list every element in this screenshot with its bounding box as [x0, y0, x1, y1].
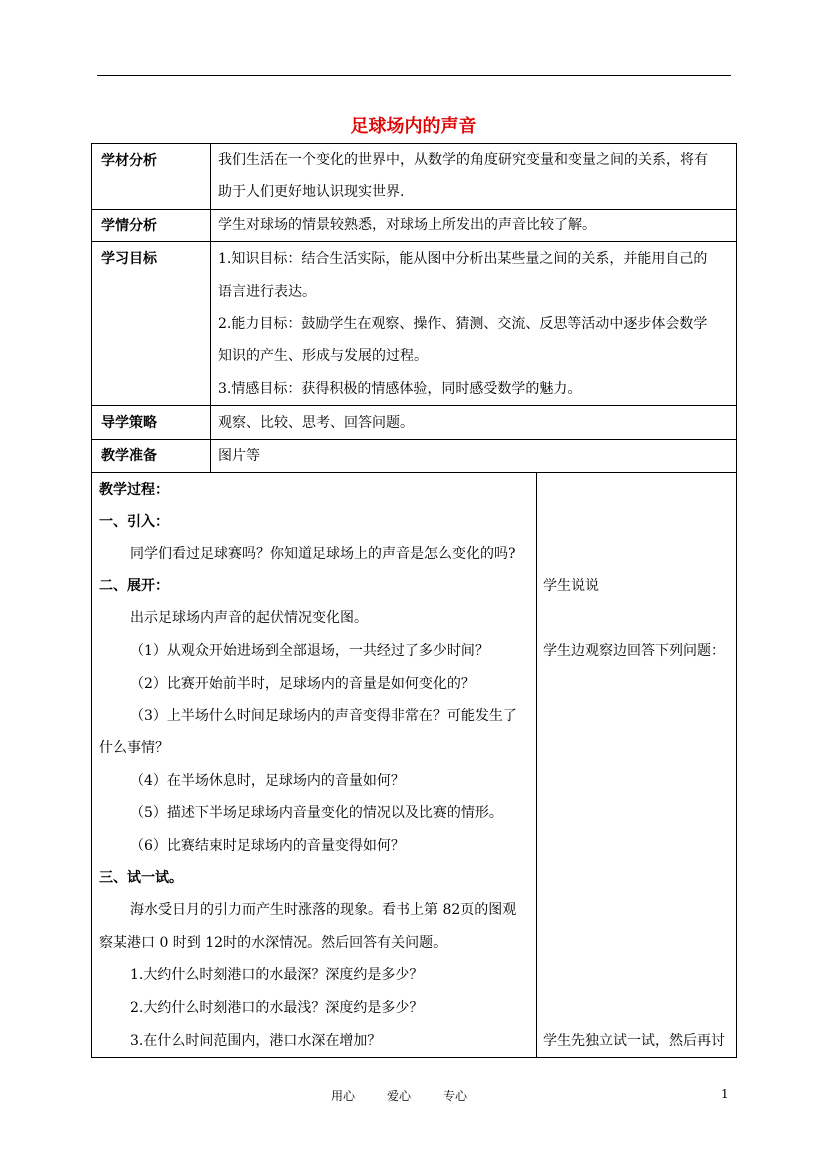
- section-heading: 二、展开：: [99, 578, 169, 594]
- row-label-learner: 学情分析: [101, 218, 157, 234]
- row-label-strategy: 导学策略: [101, 415, 157, 431]
- question-item: 2.大约什么时刻港口的水最浅？深度约是多少？: [130, 1000, 424, 1016]
- student-note: 学生边观察边回答下列问题：: [543, 643, 725, 659]
- question-item: （2）比赛开始前半时，足球场内的音量是如何变化的？: [130, 676, 475, 692]
- question-item: （5）描述下半场足球场内音量变化的情况以及比赛的情形。: [130, 805, 503, 821]
- strategy-text: 观察、比较、思考、回答问题。: [218, 415, 414, 431]
- learner-text: 学生对球场的情景较熟悉，对球场上所发出的声音比较了解。: [218, 217, 596, 233]
- notes-column-divider: [536, 472, 537, 1058]
- page-number: 1: [721, 1087, 729, 1101]
- question-item: 1.大约什么时刻港口的水最深？深度约是多少？: [130, 967, 424, 983]
- process-text: 同学们看过足球赛吗？你知道足球场上的声音是怎么变化的吗?: [130, 546, 516, 562]
- header-rule: [97, 75, 731, 76]
- row-label-goals: 学习目标: [101, 251, 157, 267]
- process-text: 海水受日月的引力而产生时涨落的现象。看书上第 82页的图观: [130, 902, 517, 918]
- section-heading: 三、试一试。: [99, 870, 183, 886]
- row-divider: [91, 241, 737, 242]
- goal-text: 知识的产生、形成与发展的过程。: [218, 348, 428, 364]
- footer-motto: 专心: [443, 1089, 468, 1103]
- question-item: （4）在半场休息时，足球场内的音量如何？: [130, 773, 405, 789]
- goal-text: 语言进行表达。: [218, 284, 316, 300]
- page-title: 足球场内的声音: [350, 116, 477, 137]
- label-column-divider: [210, 143, 211, 472]
- footer-motto: 用心: [331, 1089, 356, 1103]
- row-label-material: 学材分析: [101, 153, 157, 169]
- question-item: （3）上半场什么时间足球场内的声音变得非常在？可能发生了: [130, 708, 517, 724]
- material-text: 我们生活在一个变化的世界中，从数学的角度研究变量和变量之间的关系，将有: [218, 152, 708, 168]
- goal-text: 1.知识目标：结合生活实际，能从图中分析出某些量之间的关系，并能用自己的: [218, 251, 708, 267]
- row-divider: [91, 472, 737, 473]
- question-item: （1）从观众开始进场到全部退场，一共经过了多少时间？: [130, 643, 489, 659]
- material-text: 助于人们更好地认识现实世界.: [218, 184, 405, 200]
- row-divider: [91, 439, 737, 440]
- lesson-table: [91, 143, 737, 1058]
- prep-text: 图片等: [218, 448, 260, 464]
- process-text: 出示足球场内声音的起伏情况变化图。: [130, 610, 368, 626]
- row-label-prep: 教学准备: [101, 448, 157, 464]
- student-note: 学生先独立试一试，然后再讨: [543, 1033, 725, 1049]
- process-heading: 教学过程：: [99, 482, 169, 498]
- footer-motto: 爱心: [387, 1089, 412, 1103]
- goal-text: 3.情感目标：获得积极的情感体验，同时感受数学的魅力。: [218, 381, 582, 397]
- row-divider: [91, 405, 737, 406]
- question-item: 3.在什么时间范围内，港口水深在增加？: [130, 1033, 382, 1049]
- row-divider: [91, 209, 737, 210]
- question-item: 什么事情？: [99, 740, 169, 756]
- question-item: （6）比赛结束时足球场内的音量变得如何？: [130, 838, 405, 854]
- section-heading: 一、引入：: [99, 514, 169, 530]
- student-note: 学生说说: [543, 578, 599, 594]
- process-text: 察某港口 0 时到 12时的水深情况。然后回答有关问题。: [99, 935, 448, 951]
- goal-text: 2.能力目标：鼓励学生在观察、操作、猜测、交流、反思等活动中逐步体会数学: [218, 316, 708, 332]
